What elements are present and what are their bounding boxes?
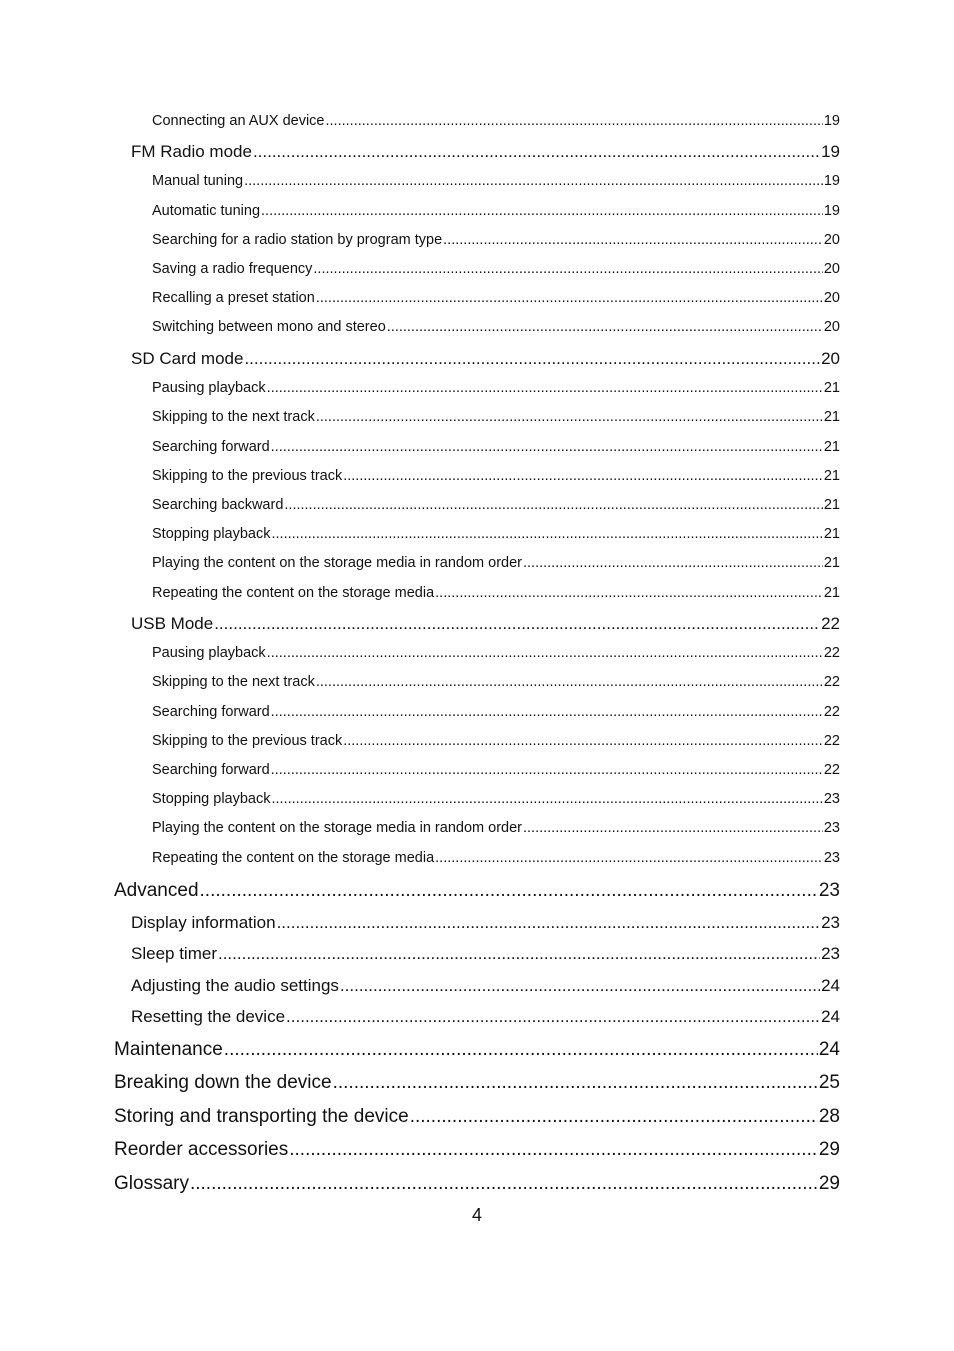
toc-entry[interactable] (114, 880, 840, 902)
toc-entry-title: Repeating the content on the storage media (152, 585, 435, 601)
toc-entry-title: SD Card mode (131, 349, 244, 368)
toc-entry[interactable] (114, 1139, 840, 1161)
toc-entry[interactable] (152, 585, 840, 601)
toc-entry-title: Pausing playback (152, 380, 266, 396)
toc-dot-leader (244, 173, 823, 189)
toc-entry[interactable] (152, 380, 840, 396)
toc-entry-title: Skipping to the previous track (152, 468, 343, 484)
toc-dot-leader (244, 349, 820, 369)
toc-entry[interactable] (114, 1106, 840, 1128)
toc-entry-page: 20 (823, 319, 840, 335)
toc-dot-leader (190, 1173, 818, 1195)
toc-entry[interactable] (152, 850, 840, 866)
toc-dot-leader (224, 1039, 818, 1061)
toc-entry-title: Connecting an AUX device (152, 113, 325, 129)
toc-dot-leader (284, 497, 822, 513)
toc-entry[interactable] (152, 173, 840, 189)
toc-entry-page: 21 (823, 585, 840, 601)
toc-dot-leader (316, 409, 823, 425)
toc-entry[interactable] (152, 526, 840, 542)
toc-dot-leader (200, 880, 818, 902)
toc-entry-page: 29 (818, 1139, 840, 1160)
toc-dot-leader (272, 791, 823, 807)
toc-entry-page: 19 (821, 142, 840, 161)
toc-entry-page: 21 (823, 555, 840, 571)
toc-entry-title: FM Radio mode (131, 142, 252, 161)
toc-entry[interactable] (152, 762, 840, 778)
toc-entry[interactable] (131, 976, 840, 996)
toc-entry[interactable] (152, 261, 840, 277)
toc-entry-page: 22 (823, 704, 840, 720)
toc-entry-page: 25 (818, 1072, 840, 1093)
toc-dot-leader (435, 585, 823, 601)
toc-dot-leader (326, 113, 823, 129)
toc-entry-page: 24 (821, 976, 840, 995)
toc-entry[interactable] (131, 614, 840, 634)
toc-entry-title: Skipping to the next track (152, 409, 315, 425)
toc-entry-page: 19 (823, 113, 840, 129)
toc-entry-page: 23 (823, 820, 840, 836)
toc-dot-leader (316, 674, 823, 690)
toc-entry-title: Searching forward (152, 762, 270, 778)
toc-entry-title: Searching forward (152, 439, 270, 455)
toc-entry-title: Breaking down the device (114, 1072, 332, 1093)
toc-entry[interactable] (152, 290, 840, 306)
page-number: 4 (471, 1205, 482, 1225)
toc-entry[interactable] (131, 349, 840, 369)
toc-entry[interactable] (131, 142, 840, 162)
toc-dot-leader (523, 555, 823, 571)
toc-entry-page: 22 (823, 674, 840, 690)
toc-entry[interactable] (152, 468, 840, 484)
toc-dot-leader (271, 762, 823, 778)
toc-entry[interactable] (152, 645, 840, 661)
toc-entry-title: Skipping to the previous track (152, 733, 343, 749)
toc-entry-page: 20 (821, 349, 840, 368)
toc-dot-leader (261, 203, 823, 219)
toc-entry-title: Searching backward (152, 497, 284, 513)
toc-dot-leader (333, 1072, 818, 1094)
toc-entry[interactable] (152, 203, 840, 219)
toc-dot-leader (277, 913, 821, 933)
toc-dot-leader (271, 704, 823, 720)
toc-entry-page: 21 (823, 439, 840, 455)
toc-dot-leader (443, 232, 823, 248)
toc-entry[interactable] (114, 1072, 840, 1094)
toc-entry[interactable] (131, 1007, 840, 1027)
toc-entry-page: 24 (821, 1007, 840, 1026)
toc-entry-page: 24 (818, 1039, 840, 1060)
toc-dot-leader (523, 820, 823, 836)
toc-entry[interactable] (152, 733, 840, 749)
toc-entry-title: Playing the content on the storage media in random order (152, 555, 522, 571)
toc-entry[interactable] (131, 944, 840, 964)
toc-dot-leader (272, 526, 823, 542)
toc-entry[interactable] (114, 1173, 840, 1195)
toc-dot-leader (289, 1139, 818, 1161)
toc-entry[interactable] (152, 674, 840, 690)
toc-entry-page: 21 (823, 526, 840, 542)
toc-entry-title: Storing and transporting the device (114, 1106, 409, 1127)
toc-dot-leader (253, 142, 820, 162)
toc-dot-leader (410, 1106, 818, 1128)
toc-entry-page: 20 (823, 232, 840, 248)
toc-dot-leader (267, 380, 823, 396)
toc-entry-title: Searching forward (152, 704, 270, 720)
toc-entry-title: Pausing playback (152, 645, 266, 661)
toc-entry-page: 20 (823, 261, 840, 277)
toc-entry[interactable] (152, 497, 840, 513)
toc-entry-title: Switching between mono and stereo (152, 319, 386, 335)
toc-entry-title: Recalling a preset station (152, 290, 315, 306)
toc-entry[interactable] (152, 232, 840, 248)
toc-entry-title: Resetting the device (131, 1007, 286, 1026)
toc-entry-title: Reorder accessories (114, 1139, 289, 1160)
toc-entry-page: 21 (823, 468, 840, 484)
toc-entry[interactable] (114, 1039, 840, 1061)
toc-entry-title: Stopping playback (152, 791, 271, 807)
toc-entry[interactable] (152, 439, 840, 455)
toc-entry[interactable] (152, 113, 840, 129)
toc-entry[interactable] (152, 791, 840, 807)
toc-dot-leader (271, 439, 823, 455)
toc-entry-page: 22 (823, 733, 840, 749)
toc-entry-page: 21 (823, 497, 840, 513)
toc-dot-leader (218, 944, 820, 964)
toc-dot-leader (267, 645, 823, 661)
toc-entry-page: 23 (821, 944, 840, 963)
toc-entry-title: USB Mode (131, 614, 214, 633)
toc-entry[interactable] (152, 555, 840, 571)
toc-dot-leader (316, 290, 823, 306)
toc-entry[interactable] (152, 820, 840, 836)
toc-entry-title: Searching for a radio station by program type (152, 232, 443, 248)
toc-entry-page: 20 (823, 290, 840, 306)
toc-entry-page: 21 (823, 409, 840, 425)
toc-entry-page: 22 (823, 645, 840, 661)
toc-entry-page: 19 (823, 173, 840, 189)
toc-entry-page: 22 (821, 614, 840, 633)
toc-entry-title: Glossary (114, 1173, 189, 1194)
toc-dot-leader (340, 976, 820, 996)
toc-dot-leader (313, 261, 822, 277)
toc-entry-title: Repeating the content on the storage media (152, 850, 435, 866)
toc-entry-page: 23 (821, 913, 840, 932)
toc-entry-page: 28 (818, 1106, 840, 1127)
toc-entry-title: Manual tuning (152, 173, 244, 189)
toc-entry-title: Stopping playback (152, 526, 271, 542)
toc-dot-leader (343, 733, 823, 749)
toc-entry-title: Skipping to the next track (152, 674, 315, 690)
toc-entry-title: Saving a radio frequency (152, 261, 313, 277)
toc-entry-title: Sleep timer (131, 944, 217, 963)
toc-dot-leader (435, 850, 823, 866)
toc-entry-title: Display information (131, 913, 276, 932)
toc-entry-title: Advanced (114, 880, 199, 901)
toc-entry[interactable] (152, 704, 840, 720)
toc-dot-leader (387, 319, 823, 335)
toc-entry-page: 19 (823, 203, 840, 219)
toc-dot-leader (343, 468, 823, 484)
toc-entry-title: Maintenance (114, 1039, 223, 1060)
toc-entry-page: 21 (823, 380, 840, 396)
toc-entry-page: 23 (818, 880, 840, 901)
toc-entry-title: Adjusting the audio settings (131, 976, 339, 995)
toc-entry-page: 23 (823, 850, 840, 866)
toc-entry-page: 22 (823, 762, 840, 778)
toc-entry-page: 23 (823, 791, 840, 807)
toc-entry-title: Automatic tuning (152, 203, 261, 219)
toc-dot-leader (214, 614, 820, 634)
toc-entry[interactable] (152, 409, 840, 425)
toc-entry-page: 29 (818, 1173, 840, 1194)
toc-entry[interactable] (131, 913, 840, 933)
toc-entry[interactable] (152, 319, 840, 335)
toc-entry-title: Playing the content on the storage media in random order (152, 820, 522, 836)
toc-dot-leader (286, 1007, 820, 1027)
